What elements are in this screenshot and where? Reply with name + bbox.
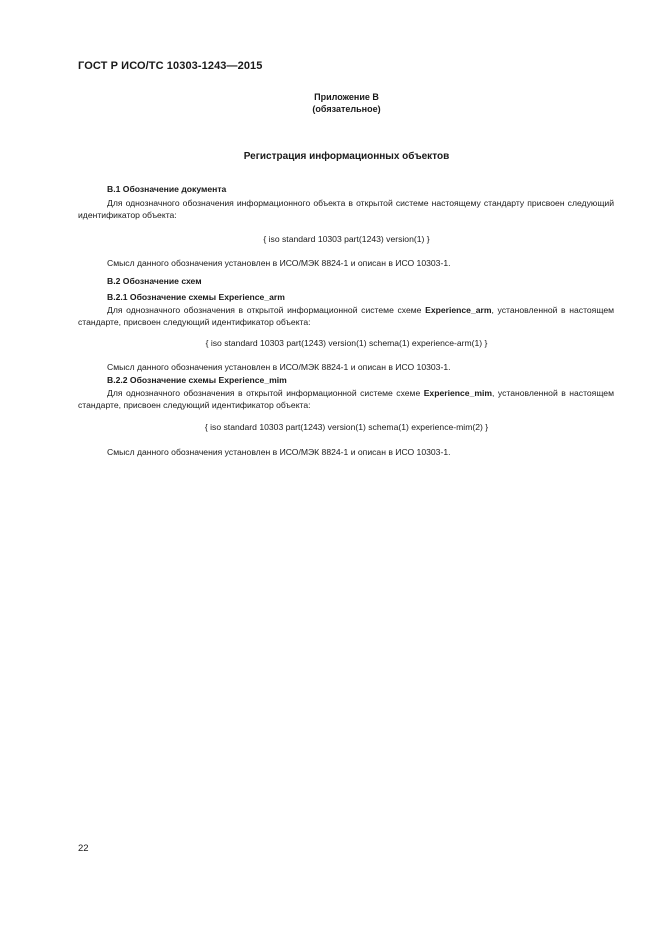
object-identifier-b21: { iso standard 10303 part(1243) version(1) schema(1) experience-arm(1) }: [205, 338, 488, 348]
meaning-note-b22: Смысл данного обозначения установлен в ИСО/МЭК 8824-1 и описан в ИСО 10303-1.: [107, 447, 451, 457]
paragraph-b22-text-start: Для однозначного обозначения в открытой информационной системе схеме: [107, 388, 424, 398]
heading-b1: B.1 Обозначение документа: [107, 184, 227, 194]
heading-b2: B.2 Обозначение схем: [107, 276, 202, 286]
paragraph-b22: [78, 387, 614, 411]
object-identifier-b1: { iso standard 10303 part(1243) version(1) }: [263, 234, 430, 244]
paragraph-b1: Для однозначного обозначения информационного объекта в открытой системе настоящему стандарту присвоен следующий идентификатор объекта:: [78, 198, 614, 220]
page-number: 22: [78, 843, 89, 854]
meaning-note-b21: Смысл данного обозначения установлен в ИСО/МЭК 8824-1 и описан в ИСО 10303-1.: [107, 362, 451, 372]
meaning-note-b1: Смысл данного обозначения установлен в ИСО/МЭК 8824-1 и описан в ИСО 10303-1.: [107, 258, 451, 268]
heading-b22: B.2.2 Обозначение схемы Experience_mim: [107, 375, 287, 385]
paragraph-b21: [78, 304, 614, 328]
document-header: ГОСТ Р ИСО/ТС 10303-1243—2015: [78, 60, 263, 72]
paragraph-b22-text-end: , установленной в настоящем стандарте, присвоен следующий идентификатор объекта:: [78, 388, 614, 410]
paragraph-b21-text-end: , установленной в настоящем стандарте, присвоен следующий идентификатор объекта:: [78, 305, 615, 327]
schema-name-mim: Experience_mim: [423, 388, 493, 398]
object-identifier-b22: { iso standard 10303 part(1243) version(1) schema(1) experience-mim(2) }: [204, 422, 489, 432]
schema-name-arm: Experience_arm: [425, 305, 492, 315]
annex-status: (обязательное): [312, 104, 381, 114]
section-title: Регистрация информационных объектов: [243, 151, 450, 162]
paragraph-b21-text-start: Для однозначного обозначения в открытой информационной системе схеме: [107, 305, 426, 315]
heading-b21: B.2.1 Обозначение схемы Experience_arm: [107, 292, 285, 302]
annex-title: Приложение B: [314, 92, 379, 102]
